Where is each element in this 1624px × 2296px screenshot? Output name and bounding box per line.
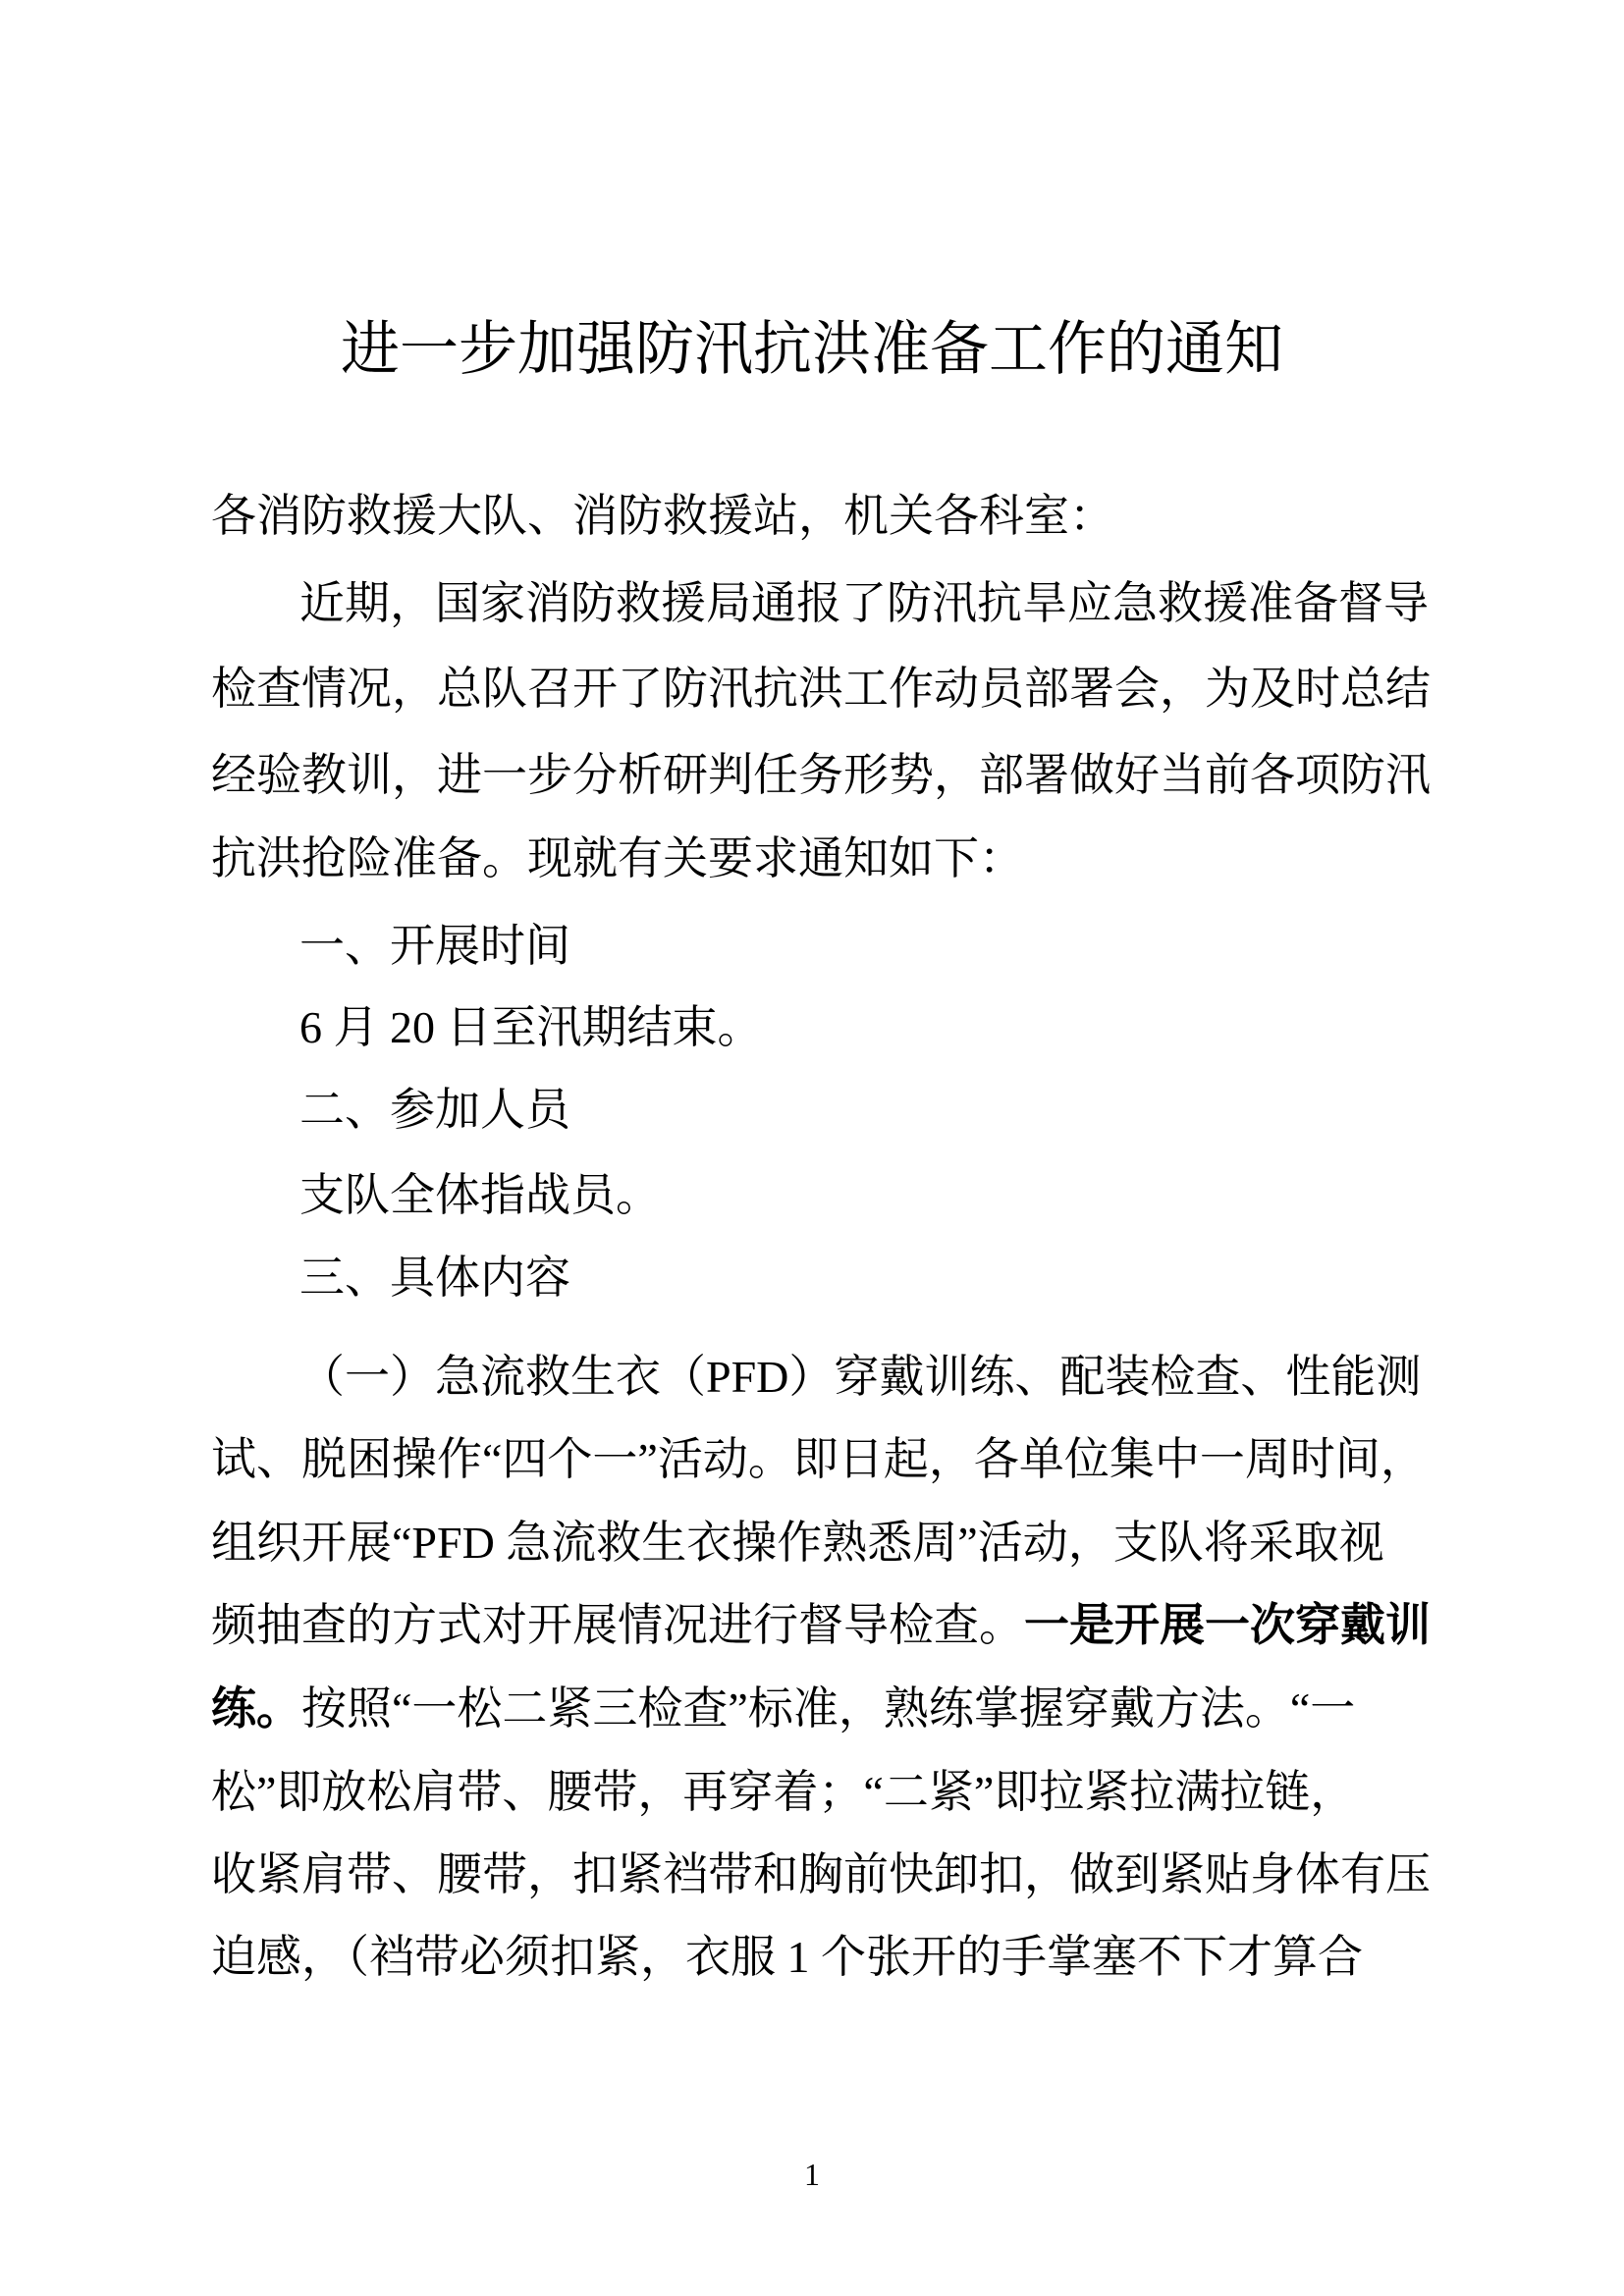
bold-emphasis: 练。 bbox=[211, 1683, 301, 1734]
paragraph-line: 组织开展“PFD 急流救生衣操作熟悉周”活动，支队将采取视 bbox=[211, 1518, 1384, 1568]
paragraph-line: （一）急流救生衣（PFD）穿戴训练、配装检查、性能测 bbox=[299, 1352, 1422, 1402]
paragraph-line bbox=[211, 1596, 1586, 1655]
paragraph-line bbox=[211, 1680, 1586, 1738]
paragraph-line: 检查情况，总队召开了防汛抗洪工作动员部署会，为及时总结 bbox=[211, 664, 1431, 714]
paragraph-line: 近期，国家消防救援局通报了防汛抗旱应急救援准备督导 bbox=[299, 578, 1429, 628]
section-heading-3: 三、具体内容 bbox=[299, 1253, 570, 1303]
paragraph-line: 支队全体指战员。 bbox=[299, 1170, 661, 1220]
text-segment: 频抽查的方式对开展情况进行督导检查。 bbox=[211, 1600, 1024, 1650]
paragraph-line: 试、脱困操作“四个一”活动。即日起，各单位集中一周时间， bbox=[211, 1434, 1426, 1484]
paragraph-line: 松”即放松肩带、腰带，再穿着；“二紧”即拉紧拉满拉链， bbox=[211, 1767, 1356, 1817]
paragraph-line: 抗洪抢险准备。现就有关要求通知如下： bbox=[211, 833, 1024, 883]
salutation: 各消防救援大队、消防救援站，机关各科室： bbox=[211, 491, 1114, 541]
paragraph-line: 迫感，（裆带必须扣紧，衣服 1 个张开的手掌塞不下才算合 bbox=[211, 1932, 1363, 1982]
paragraph-line: 收紧肩带、腰带，扣紧裆带和胸前快卸扣，做到紧贴身体有压 bbox=[211, 1849, 1431, 1899]
paragraph-line: 经验教训，进一步分析研判任务形势，部署做好当前各项防汛 bbox=[211, 750, 1431, 800]
text-segment: 按照“一松二紧三检查”标准，熟练掌握穿戴方法。“一 bbox=[301, 1683, 1356, 1734]
document-title: 进一步加强防汛抗洪准备工作的通知 bbox=[341, 315, 1283, 384]
page-number: 1 bbox=[804, 2157, 820, 2192]
paragraph-line: 6 月 20 日至汛期结束。 bbox=[299, 1002, 763, 1052]
section-heading-2: 二、参加人员 bbox=[299, 1085, 570, 1135]
section-heading-1: 一、开展时间 bbox=[299, 921, 570, 971]
bold-emphasis: 一是开展一次穿戴训 bbox=[1024, 1600, 1431, 1650]
